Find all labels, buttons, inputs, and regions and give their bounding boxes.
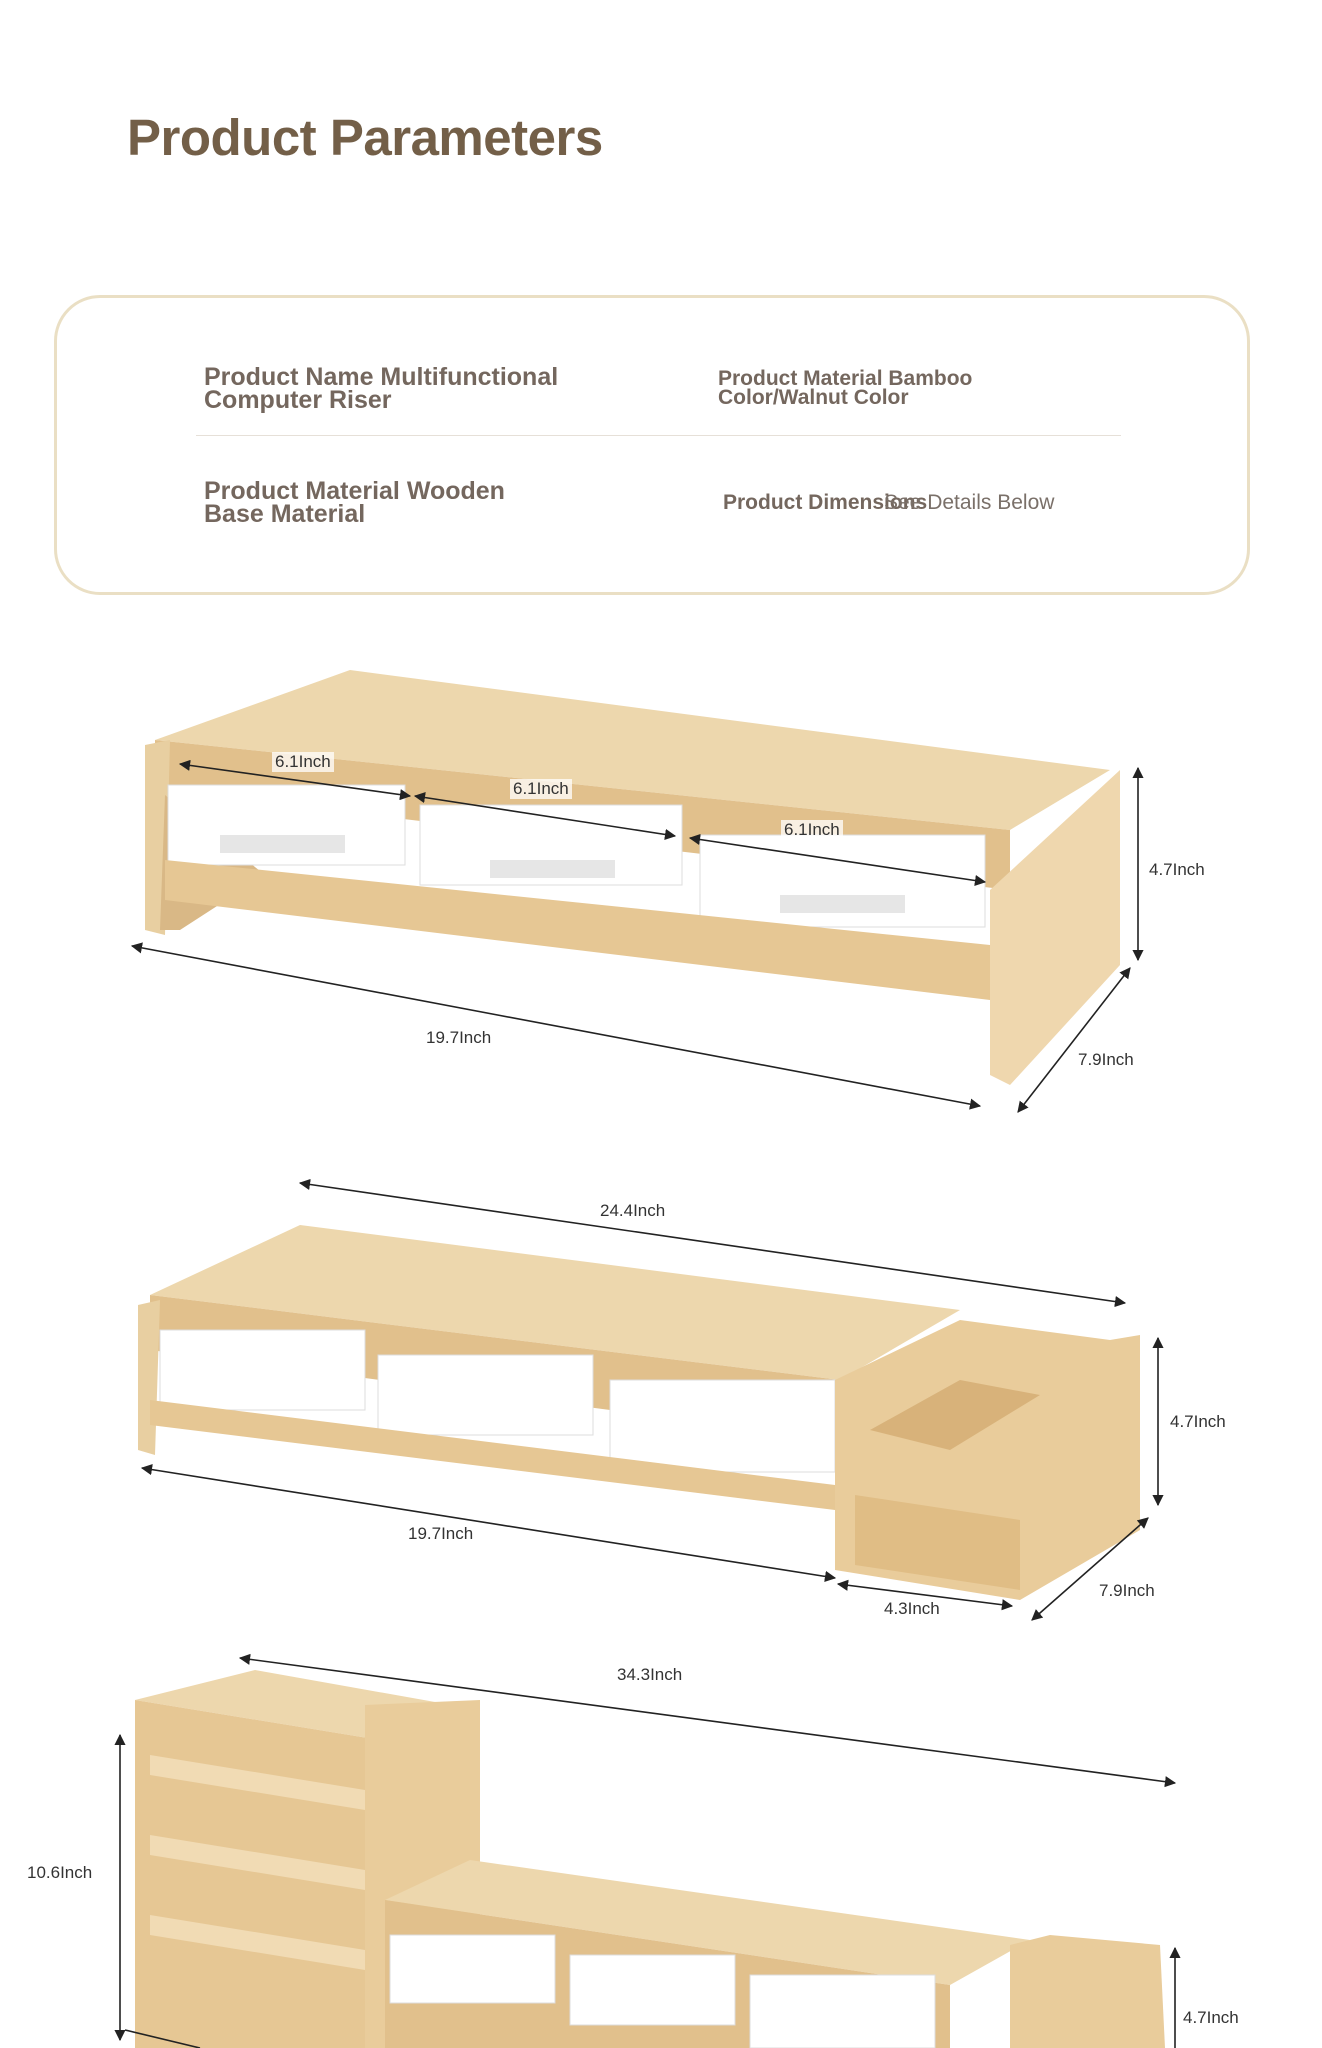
fig3-total-length: 34.3Inch	[614, 1665, 685, 1685]
fig2-organizer-width: 4.3Inch	[881, 1599, 943, 1619]
fig1-length: 19.7Inch	[423, 1028, 494, 1048]
fig2-height: 4.7Inch	[1167, 1412, 1229, 1432]
dimensions-value: See Details Below	[884, 491, 1055, 514]
fig1-drawer-width-2: 6.1Inch	[510, 779, 572, 799]
fig2-total-length: 24.4Inch	[597, 1201, 668, 1221]
fig1-drawer-width-3: 6.1Inch	[781, 820, 843, 840]
product-name-param: Product Name Multifunctional Computer Riser	[204, 363, 559, 414]
dimensions-label: Product Dimensions	[723, 491, 928, 514]
fig3-shelf-height: 10.6Inch	[24, 1863, 95, 1883]
fig3-height: 4.7Inch	[1180, 2008, 1242, 2028]
base-material-param: Product Material Wooden Base Material	[204, 477, 505, 528]
riser-figure-1	[145, 670, 1120, 1085]
fig1-height: 4.7Inch	[1146, 860, 1208, 880]
page-title: Product Parameters	[127, 109, 603, 166]
fig1-drawer-width-1: 6.1Inch	[272, 752, 334, 772]
riser-figure-3	[135, 1670, 1165, 2048]
riser-figure-2	[138, 1225, 1140, 1600]
product-material-param: Product Material Bamboo Color/Walnut Color	[718, 367, 973, 409]
fig2-depth: 7.9Inch	[1096, 1581, 1158, 1601]
fig1-depth: 7.9Inch	[1075, 1050, 1137, 1070]
fig2-length: 19.7Inch	[405, 1524, 476, 1544]
